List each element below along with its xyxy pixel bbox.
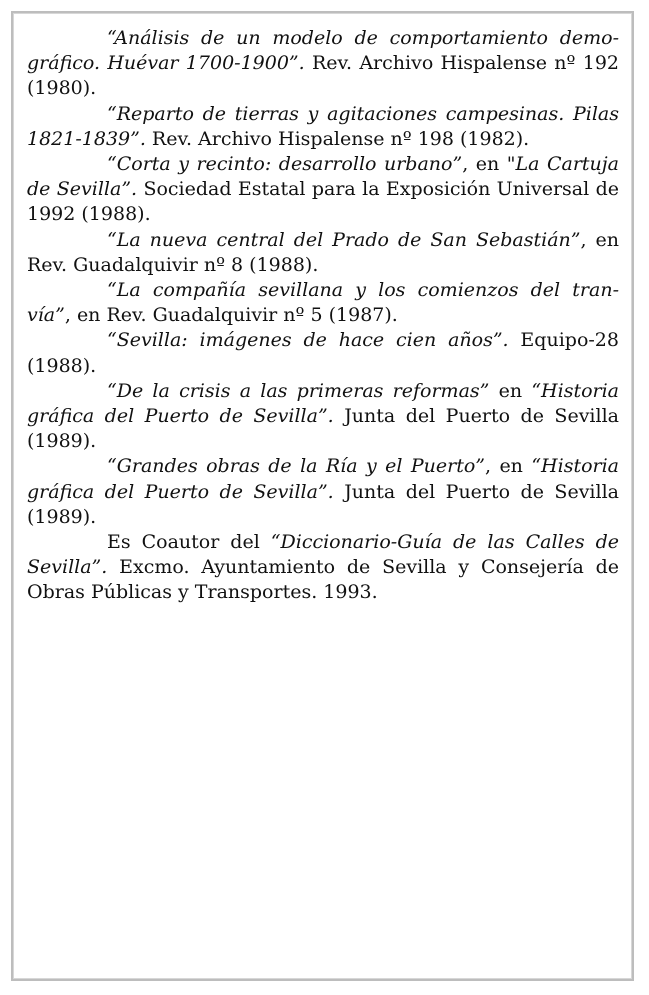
publication-details: , en Rev. Guadalquivir nº 8 (1988). [27, 228, 620, 276]
book-title: “Diccionario-Guía de las Calles de Sevilla”. [27, 531, 619, 579]
bibliography-entry [27, 278, 619, 328]
bibliography-list [27, 26, 619, 606]
connector-text: en [489, 379, 532, 402]
publication-details: Junta del Puerto de Sevilla (1989). [27, 405, 619, 453]
publication-details: , en Rev. Guadalquivir nº 5 (1987). [64, 304, 398, 327]
bibliography-entry [27, 152, 619, 228]
publication-details: Rev. Archivo Hispalense nº 198 (1982). [145, 127, 530, 150]
bibliography-entry [27, 228, 619, 278]
work-title: “Análisis de un modelo de comportamiento demo-gráfico. Huévar 1700-1900”. [27, 27, 619, 75]
book-title: "La Cartuja de Sevilla”. [27, 153, 619, 201]
work-title: “La compañía sevillana y los comienzos del tran-vía” [27, 279, 619, 327]
work-title: “Sevilla: imágenes de hace cien años”. [107, 329, 509, 352]
work-title: “Reparto de tierras y agitaciones campesinas. Pilas 1821-1839”. [27, 102, 619, 150]
book-title: “Historia gráfica del Puerto de Sevilla”. [27, 379, 620, 428]
work-title: “Grandes obras de la Ría y el Puerto” [107, 455, 485, 478]
publication-details: Equipo-28 (1988). [27, 329, 619, 377]
publication-details: Sociedad Estatal para la Exposición Universal de 1992 (1988). [27, 178, 619, 226]
book-title: “Historia gráfica del Puerto de Sevilla”. [27, 455, 619, 503]
bibliography-entry [27, 454, 619, 530]
bibliography-entry [27, 102, 619, 152]
connector-text: , en [485, 455, 532, 478]
connector-text: , en [462, 153, 507, 176]
bibliography-entry [27, 530, 619, 606]
publication-details: Rev. Archivo Hispalense nº 192 (1980). [27, 52, 619, 100]
publication-details: Excmo. Ayuntamiento de Sevilla y Consejería de Obras Públicas y Transportes. 1993. [27, 556, 619, 604]
bibliography-entry [27, 26, 619, 102]
connector-text: Es Coautor del [107, 531, 271, 554]
work-title: “De la crisis a las primeras reformas” [107, 379, 490, 402]
work-title: “La nueva central del Prado de San Sebastián” [107, 228, 581, 251]
bibliography-entry [27, 379, 619, 455]
bibliography-entry [27, 328, 619, 378]
work-title: “Corta y recinto: desarrollo urbano” [107, 153, 463, 176]
publication-details: Junta del Puerto de Sevilla (1989). [27, 480, 619, 528]
